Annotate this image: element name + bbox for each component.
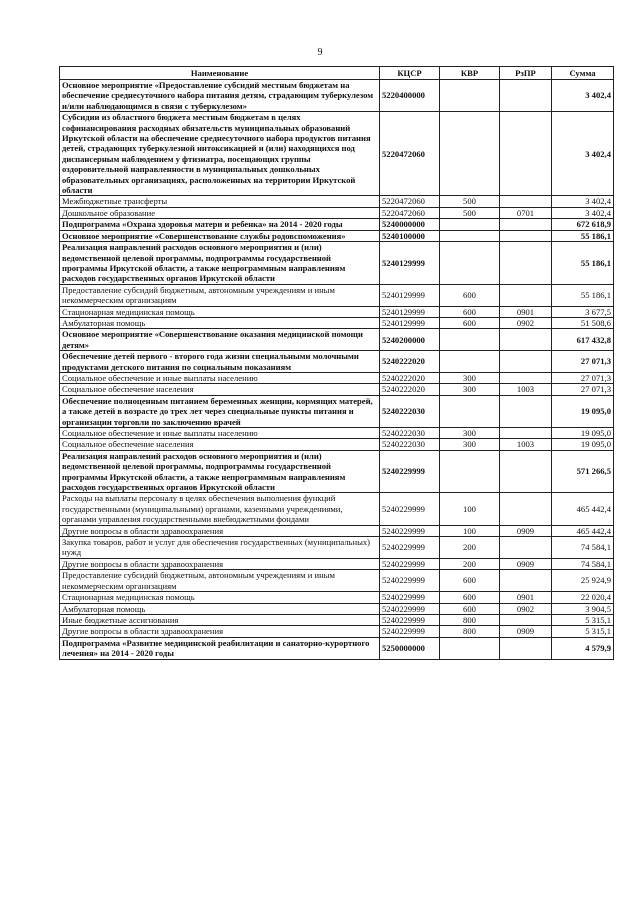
row-name-cell: Социальное обеспечение населения (60, 384, 380, 395)
row-kcsr-cell: 5220400000 (380, 80, 440, 112)
row-kvr-cell: 600 (440, 603, 500, 614)
table-row (60, 614, 614, 625)
row-kvr-cell: 300 (440, 439, 500, 450)
row-rzpr-cell (500, 230, 552, 241)
row-rzpr-cell (500, 284, 552, 306)
row-kvr-cell: 500 (440, 196, 500, 207)
row-kvr-cell: 800 (440, 614, 500, 625)
table-row (60, 196, 614, 207)
row-kcsr-cell: 5240222030 (380, 439, 440, 450)
row-kvr-cell: 600 (440, 284, 500, 306)
row-kcsr-cell: 5240229999 (380, 558, 440, 569)
row-kvr-cell (440, 450, 500, 493)
row-name-cell: Амбулаторная помощь (60, 603, 380, 614)
row-kvr-cell (440, 329, 500, 351)
table-row (60, 80, 614, 112)
table-row (60, 207, 614, 218)
row-sum-cell: 3 677,5 (552, 306, 614, 317)
row-kvr-cell: 800 (440, 626, 500, 637)
row-kcsr-cell: 5240229999 (380, 626, 440, 637)
row-kcsr-cell: 5220472060 (380, 112, 440, 196)
table-row (60, 428, 614, 439)
row-kvr-cell: 600 (440, 570, 500, 592)
row-name-cell: Иные бюджетные ассигнования (60, 614, 380, 625)
row-kcsr-cell: 5220472060 (380, 207, 440, 218)
row-rzpr-cell (500, 329, 552, 351)
row-kvr-cell (440, 80, 500, 112)
table-row (60, 637, 614, 659)
row-sum-cell: 27 071,3 (552, 384, 614, 395)
header-name: Наименование (60, 67, 380, 80)
row-sum-cell: 571 266,5 (552, 450, 614, 493)
row-name-cell: Дошкольное образование (60, 207, 380, 218)
table-row (60, 537, 614, 559)
row-name-cell: Расходы на выплаты персоналу в целях обеспечения выполнения функций государственными (муниципальными) органами, казенными учреждениями, органами управления государственными внебюджетными фондами (60, 493, 380, 525)
row-sum-cell: 3 402,4 (552, 207, 614, 218)
row-rzpr-cell: 0901 (500, 592, 552, 603)
row-rzpr-cell (500, 637, 552, 659)
header-rzpr: РзПР (500, 67, 552, 80)
row-name-cell: Межбюджетные трансферты (60, 196, 380, 207)
row-sum-cell: 74 584,1 (552, 558, 614, 569)
table-row (60, 558, 614, 569)
table-row (60, 439, 614, 450)
row-sum-cell: 27 071,3 (552, 372, 614, 383)
row-kvr-cell: 200 (440, 537, 500, 559)
row-rzpr-cell (500, 395, 552, 427)
table-row (60, 592, 614, 603)
row-rzpr-cell (500, 614, 552, 625)
row-sum-cell: 55 186,1 (552, 242, 614, 285)
table-row (60, 306, 614, 317)
row-kvr-cell (440, 230, 500, 241)
row-sum-cell: 5 315,1 (552, 614, 614, 625)
table-header-row (60, 67, 614, 80)
row-name-cell: Субсидии из областного бюджета местным бюджетам в целях софинансирования расходных обязательств муниципальных образований Иркутской области на обеспечение среднесуточного набора продуктов питания детей, страдающих туберкулезной интоксикацией и (или) находящихся под диспансерным наблюдением у фтизиатра, посещающих группы оздоровительной направленности в муниципальных дошкольных образовательных организациях, расположенных на территории Иркутской области (60, 112, 380, 196)
row-sum-cell: 3 904,5 (552, 603, 614, 614)
row-rzpr-cell (500, 450, 552, 493)
row-sum-cell: 22 020,4 (552, 592, 614, 603)
row-name-cell: Реализация направлений расходов основного мероприятия и (или) ведомственной целевой программы, подпрограммы государственной программы Иркутской области, а также непрограммным направлениям расходов государственных органов Иркутской области (60, 242, 380, 285)
row-kcsr-cell: 5250000000 (380, 637, 440, 659)
row-name-cell: Основное мероприятие «Совершенствование оказания медицинской помощи детям» (60, 329, 380, 351)
row-rzpr-cell: 0902 (500, 317, 552, 328)
row-name-cell: Другие вопросы в области здравоохранения (60, 558, 380, 569)
table-row (60, 570, 614, 592)
row-rzpr-cell: 0902 (500, 603, 552, 614)
row-sum-cell: 3 402,4 (552, 112, 614, 196)
table-row (60, 493, 614, 525)
table-row (60, 603, 614, 614)
row-rzpr-cell (500, 112, 552, 196)
row-kcsr-cell: 5240000000 (380, 219, 440, 230)
row-rzpr-cell (500, 196, 552, 207)
row-kcsr-cell: 5240229999 (380, 525, 440, 536)
row-kvr-cell: 300 (440, 428, 500, 439)
row-kvr-cell: 600 (440, 306, 500, 317)
row-kvr-cell: 600 (440, 592, 500, 603)
row-sum-cell: 4 579,9 (552, 637, 614, 659)
row-sum-cell: 672 618,9 (552, 219, 614, 230)
row-sum-cell: 25 924,9 (552, 570, 614, 592)
row-rzpr-cell: 0909 (500, 626, 552, 637)
row-kcsr-cell: 5240222020 (380, 384, 440, 395)
header-kcsr: КЦСР (380, 67, 440, 80)
table-row (60, 351, 614, 373)
row-rzpr-cell: 0901 (500, 306, 552, 317)
table-row (60, 450, 614, 493)
row-kcsr-cell: 5240229999 (380, 603, 440, 614)
row-name-cell: Основное мероприятие «Предоставление субсидий местным бюджетам на обеспечение среднесуточного набора питания детям, страдающим туберкулезом и/или наблюдающимся в связи с туберкулезом» (60, 80, 380, 112)
row-sum-cell: 3 402,4 (552, 196, 614, 207)
row-name-cell: Стационарная медицинская помощь (60, 592, 380, 603)
row-kcsr-cell: 5240222020 (380, 372, 440, 383)
row-name-cell: Другие вопросы в области здравоохранения (60, 525, 380, 536)
row-sum-cell: 617 432,8 (552, 329, 614, 351)
row-rzpr-cell (500, 372, 552, 383)
row-rzpr-cell (500, 537, 552, 559)
row-name-cell: Стационарная медицинская помощь (60, 306, 380, 317)
row-rzpr-cell (500, 219, 552, 230)
row-rzpr-cell: 0909 (500, 558, 552, 569)
row-name-cell: Предоставление субсидий бюджетным, автономным учреждениям и иным некоммерческим организациям (60, 570, 380, 592)
table-row (60, 395, 614, 427)
row-kcsr-cell: 5240229999 (380, 614, 440, 625)
row-rzpr-cell (500, 242, 552, 285)
row-kcsr-cell: 5240200000 (380, 329, 440, 351)
header-sum: Сумма (552, 67, 614, 80)
table-row (60, 112, 614, 196)
row-name-cell: Реализация направлений расходов основного мероприятия и (или) ведомственной целевой программы, подпрограммы государственной программы Иркутской области, а также непрограммным направлениям расходов государственных органов Иркутской области (60, 450, 380, 493)
row-sum-cell: 55 186,1 (552, 230, 614, 241)
row-kvr-cell: 100 (440, 493, 500, 525)
row-rzpr-cell (500, 351, 552, 373)
row-kvr-cell: 300 (440, 384, 500, 395)
row-sum-cell: 55 186,1 (552, 284, 614, 306)
row-kvr-cell: 100 (440, 525, 500, 536)
row-name-cell: Амбулаторная помощь (60, 317, 380, 328)
table-row (60, 230, 614, 241)
row-kvr-cell: 500 (440, 207, 500, 218)
row-rzpr-cell: 1003 (500, 384, 552, 395)
row-sum-cell: 465 442,4 (552, 493, 614, 525)
row-kvr-cell (440, 219, 500, 230)
row-rzpr-cell (500, 493, 552, 525)
row-sum-cell: 19 095,0 (552, 439, 614, 450)
row-name-cell: Другие вопросы в области здравоохранения (60, 626, 380, 637)
header-kvr: КВР (440, 67, 500, 80)
row-name-cell: Закупка товаров, работ и услуг для обеспечения государственных (муниципальных) нужд (60, 537, 380, 559)
table-row (60, 384, 614, 395)
budget-table (59, 66, 614, 660)
row-kcsr-cell: 5240129999 (380, 306, 440, 317)
row-kcsr-cell: 5240229999 (380, 493, 440, 525)
row-kcsr-cell: 5220472060 (380, 196, 440, 207)
row-kvr-cell (440, 637, 500, 659)
row-kcsr-cell: 5240222030 (380, 428, 440, 439)
row-sum-cell: 465 442,4 (552, 525, 614, 536)
row-kcsr-cell: 5240100000 (380, 230, 440, 241)
row-rzpr-cell (500, 428, 552, 439)
table-row (60, 242, 614, 285)
table-row (60, 284, 614, 306)
row-name-cell: Подпрограмма «Развитие медицинской реабилитации и санаторно-курортного лечения» на 2014 - 2020 годы (60, 637, 380, 659)
table-row (60, 219, 614, 230)
row-rzpr-cell (500, 570, 552, 592)
row-kcsr-cell: 5240129999 (380, 284, 440, 306)
table-body (60, 80, 614, 660)
table-row (60, 329, 614, 351)
row-kvr-cell: 200 (440, 558, 500, 569)
row-kcsr-cell: 5240229999 (380, 570, 440, 592)
row-sum-cell: 27 071,3 (552, 351, 614, 373)
row-name-cell: Подпрограмма «Охрана здоровья матери и ребенка» на 2014 - 2020 годы (60, 219, 380, 230)
row-sum-cell: 51 508,6 (552, 317, 614, 328)
row-kvr-cell (440, 351, 500, 373)
row-kvr-cell (440, 242, 500, 285)
row-kcsr-cell: 5240229999 (380, 450, 440, 493)
row-sum-cell: 19 095,0 (552, 395, 614, 427)
row-kvr-cell: 300 (440, 372, 500, 383)
row-kcsr-cell: 5240129999 (380, 242, 440, 285)
row-name-cell: Основное мероприятие «Совершенствование службы родовспоможения» (60, 230, 380, 241)
row-rzpr-cell: 1003 (500, 439, 552, 450)
row-kcsr-cell: 5240222030 (380, 395, 440, 427)
table-row (60, 626, 614, 637)
row-kvr-cell: 600 (440, 317, 500, 328)
row-sum-cell: 3 402,4 (552, 80, 614, 112)
row-kcsr-cell: 5240229999 (380, 537, 440, 559)
table-row (60, 372, 614, 383)
row-name-cell: Обеспечение полноценным питанием беременных женщин, кормящих матерей, а также детей в возрасте до трех лет через специальные пункты питания и организации торговли по заключению врачей (60, 395, 380, 427)
row-name-cell: Социальное обеспечение и иные выплаты населению (60, 428, 380, 439)
row-sum-cell: 19 095,0 (552, 428, 614, 439)
row-name-cell: Социальное обеспечение и иные выплаты населению (60, 372, 380, 383)
row-sum-cell: 5 315,1 (552, 626, 614, 637)
row-kvr-cell (440, 395, 500, 427)
row-rzpr-cell: 0909 (500, 525, 552, 536)
row-kcsr-cell: 5240222020 (380, 351, 440, 373)
row-name-cell: Предоставление субсидий бюджетным, автономным учреждениям и иным некоммерческим организациям (60, 284, 380, 306)
row-kvr-cell (440, 112, 500, 196)
row-kcsr-cell: 5240129999 (380, 317, 440, 328)
row-name-cell: Обеспечение детей первого - второго года жизни специальными молочными продуктами детского питания по социальным показаниям (60, 351, 380, 373)
row-sum-cell: 74 584,1 (552, 537, 614, 559)
page-number: 9 (317, 47, 323, 58)
row-kcsr-cell: 5240229999 (380, 592, 440, 603)
table-row (60, 525, 614, 536)
table-row (60, 317, 614, 328)
row-rzpr-cell: 0701 (500, 207, 552, 218)
row-rzpr-cell (500, 80, 552, 112)
row-name-cell: Социальное обеспечение населения (60, 439, 380, 450)
